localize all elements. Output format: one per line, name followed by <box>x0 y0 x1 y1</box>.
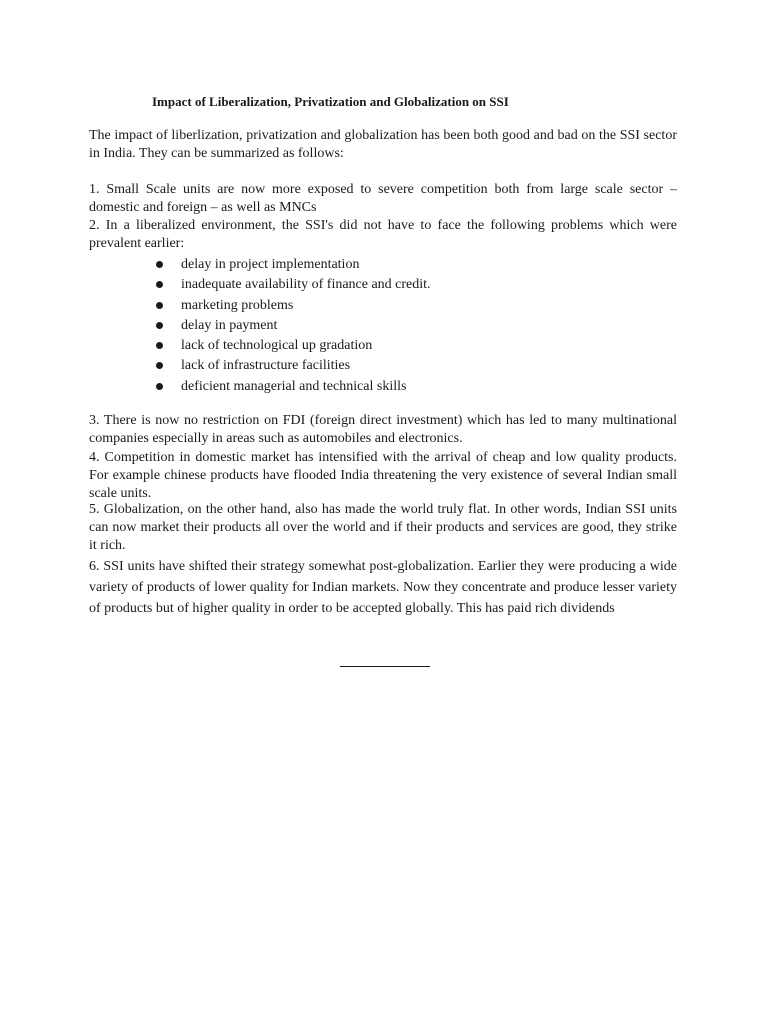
document-title: Impact of Liberalization, Privatization and Globalization on SSI <box>152 94 509 109</box>
point-3-paragraph: 3. There is now no restriction on FDI (foreign direct investment) which has led to many multinational companies especially in areas such as automobiles and electronics. <box>89 413 677 446</box>
point-1-paragraph: 1. Small Scale units are now more exposed to severe competition both from large scale sector – domestic and foreign – as well as MNCs <box>89 182 677 215</box>
bullet-icon <box>156 342 163 349</box>
end-rule-divider <box>340 666 430 667</box>
list-item-text: deficient managerial and technical skills <box>181 378 407 394</box>
bullet-icon <box>156 281 163 288</box>
list-item <box>156 275 431 295</box>
list-item <box>156 255 431 275</box>
list-item-text: marketing problems <box>181 297 294 313</box>
bullet-icon <box>156 362 163 369</box>
list-item-text: delay in payment <box>181 317 278 333</box>
list-item-text: lack of technological up gradation <box>181 338 373 354</box>
point-5-paragraph: 5. Globalization, on the other hand, also has made the world truly flat. In other words, Indian SSI units can now market their products all over the world and if their products and services are good, they strike it rich. <box>89 502 677 553</box>
point-6-paragraph: 6. SSI units have shifted their strategy somewhat post-globalization. Earlier they were producing a wide variety of products of lower quality for Indian markets. Now they concentrate and produce lesser variety of products but of higher quality in order to be accepted globally. This has paid rich dividends <box>89 559 677 616</box>
problems-list <box>156 255 431 397</box>
list-item-text: inadequate availability of finance and credit. <box>181 277 431 293</box>
list-item-text: lack of infrastructure facilities <box>181 358 351 374</box>
bullet-icon <box>156 261 163 268</box>
bullet-icon <box>156 302 163 309</box>
list-item <box>156 356 431 376</box>
point-4-paragraph: 4. Competition in domestic market has intensified with the arrival of cheap and low quality products. For example chinese products have flooded India threatening the very existence of several Indian small scale units. <box>89 450 677 501</box>
bullet-icon <box>156 322 163 329</box>
list-item-text: delay in project implementation <box>181 257 360 272</box>
list-item <box>156 377 431 397</box>
list-item <box>156 296 431 316</box>
point-2-paragraph: 2. In a liberalized environment, the SSI's did not have to face the following problems which were prevalent earlier: <box>89 218 677 251</box>
list-item <box>156 336 431 356</box>
bullet-icon <box>156 383 163 390</box>
intro-paragraph: The impact of liberlization, privatization and globalization has been both good and bad on the SSI sector in India. They can be summarized as follows: <box>89 128 677 161</box>
list-item <box>156 316 431 336</box>
